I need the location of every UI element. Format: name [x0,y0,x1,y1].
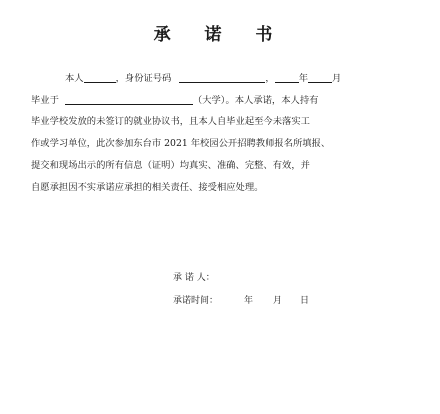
paragraph-line-2 [31,94,431,107]
year-blank [275,72,299,83]
signature-month: 月 [273,296,283,306]
paragraph-line-1 [31,72,431,85]
signature-person-label: 承 诺 人： [173,273,215,283]
text-id-label: ，身份证号码 [115,73,172,84]
text-month: 月 [332,73,342,84]
paragraph-line-4: 作或学习单位，此次参加东台市 2021 年校园公开招聘教师报名所填报、 [31,138,331,149]
text-graduated-from: 毕业于 [31,95,59,106]
text-name-prefix: 本人 [65,73,84,84]
paragraph-line-3: 毕业学校发放的未签订的就业协议书，且本人自毕业起至今未落实工 [31,116,310,127]
document-title: 承 诺 书 [153,25,287,45]
signature-year: 年 [244,296,254,306]
university-blank [65,94,193,105]
signature-date-label: 承诺时间： [173,296,219,306]
signature-day: 日 [300,296,310,306]
paragraph-line-6: 自愿承担因不实承诺应承担的相关责任、接受相应处理。 [31,182,264,193]
id-number-blank [179,72,265,83]
text-comma: ， [265,73,275,84]
text-university-suffix: （大学）。本人承诺，本人持有 [192,95,319,106]
paragraph-line-5: 提交和现场出示的所有信息（证明）均真实、准确、完整、有效，并 [31,160,310,171]
text-year: 年 [298,73,309,84]
name-blank [84,72,116,83]
month-blank [308,72,332,83]
